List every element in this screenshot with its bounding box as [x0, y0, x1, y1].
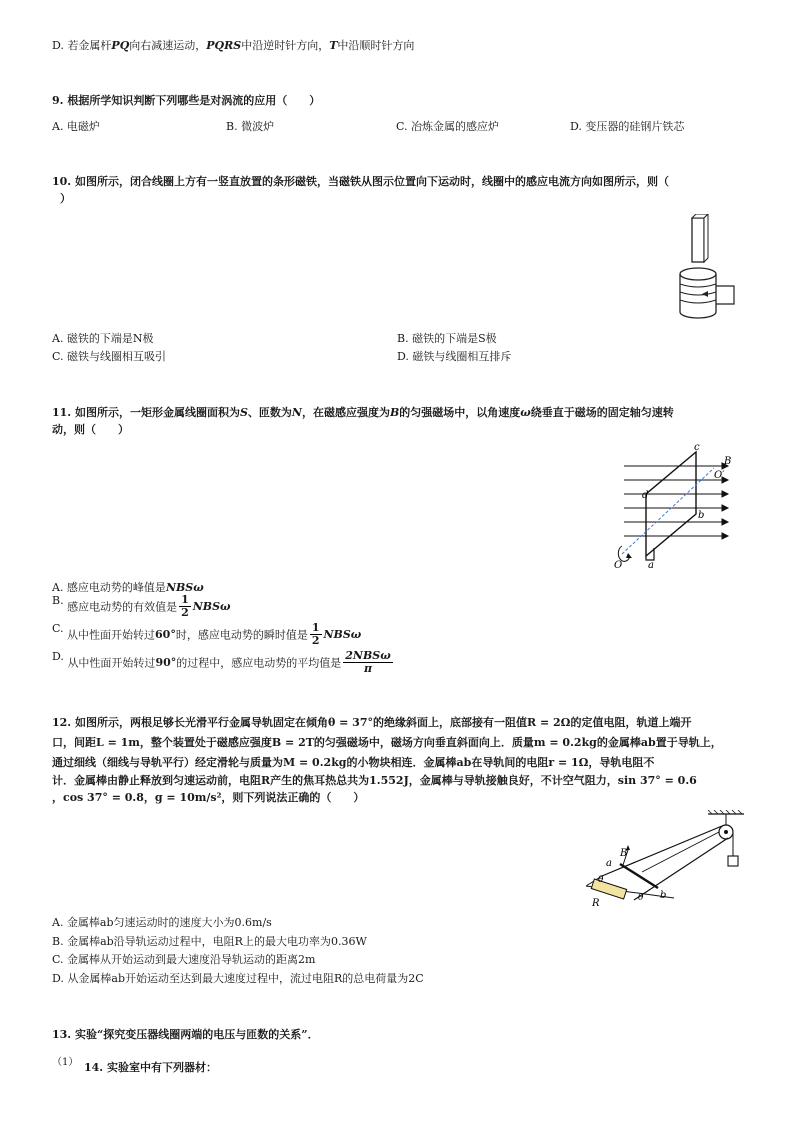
label-O: O [614, 560, 623, 571]
resistor [591, 879, 626, 899]
q10-option-b: B. 磁铁的下端是S极 [397, 332, 497, 345]
q12-stem-line3: 通过细线（细线与导轨平行）经定滑轮与质量为M = 0.2kg的小物块相连．金属棒ab在导轨间的电阻r = 1Ω，导轨电阻不 [52, 756, 655, 769]
q10-option-c: C. 磁铁与线圈相互吸引 [52, 350, 167, 363]
rod-ab [620, 864, 658, 888]
q12-option-a: A. 金属棒ab匀速运动时的速度大小为0.6m/s [52, 916, 272, 929]
q10-magnet-coil-figure [672, 214, 742, 326]
q10-stem-line1: 10. 如图所示，闭合线圈上方有一竖直放置的条形磁铁，当磁铁从图示位置向下运动时，线圈中的感应电流方向如图所示，则（ [52, 175, 669, 188]
hanging-block [728, 856, 738, 866]
current-arrow [702, 291, 708, 297]
label-O-prime: O′ [714, 470, 725, 481]
q9-option-d: D. 变压器的硅钢片铁芯 [570, 120, 685, 133]
label-theta2: θ [638, 893, 644, 903]
q12-incline-rail-figure [582, 810, 752, 910]
q13-stem: 13. 实验“探究变压器线圈两端的电压与匝数的关系”． [52, 1028, 319, 1041]
q10-option-a: A. 磁铁的下端是N极 [52, 332, 154, 345]
q9-option-a: A. 电磁炉 [52, 120, 100, 133]
q11-stem-line1: 11. 如图所示，一矩形金属线圈面积为S、匝数为N，在磁感应强度为B的匀强磁场中，以角速度ω绕垂直于磁场的固定轴匀速转 [52, 406, 674, 419]
q12-option-d: D. 从金属棒ab开始运动至达到最大速度过程中，流过电阻R的总电荷量为2C [52, 972, 424, 985]
q12-stem-line1: 12. 如图所示，两根足够长光滑平行金属导轨固定在倾角θ = 37°的绝缘斜面上，底部接有一阻值R = 2Ω的定值电阻，轨道上端开 [52, 716, 692, 729]
label-d: d [642, 490, 649, 501]
q9-stem: 9. 根据所学知识判断下列哪些是对涡流的应用（ ） [52, 94, 321, 107]
q10-option-d: D. 磁铁与线圈相互排斥 [397, 350, 512, 363]
label-c: c [694, 442, 700, 453]
fraction-half: $\frac{1}{2}$ [311, 621, 320, 647]
label-a: a [606, 858, 612, 869]
q12-option-c: C. 金属棒从开始运动到最大速度沿导轨运动的距离2m [52, 953, 316, 966]
fraction-average: $\frac{\text{2NBSω}}{\pi}$ [345, 649, 391, 675]
label-b: b [660, 890, 667, 901]
q11-rotating-coil-figure [610, 442, 750, 572]
q9-option-b: B. 微波炉 [226, 120, 275, 133]
label-B: B [620, 848, 628, 859]
q12-stem-line2: 口，间距L = 1m，整个装置处于磁感应强度B = 2T的匀强磁场中，磁场方向垂直斜面向上．质量m = 0.2kg的金属棒ab置于导轨上， [52, 736, 722, 749]
label-a: a [648, 560, 654, 571]
q11-option-a: A. 感应电动势的峰值是NBSω [52, 581, 204, 594]
q11-option-d: D. 从中性面开始转过90°的过程中，感应电动势的平均值是 $\frac{\text{2NBSω}}{\pi}$ [52, 649, 391, 675]
fraction-half: $\frac{1}{2}$ [181, 593, 189, 619]
bar-magnet [692, 218, 704, 262]
q11-stem-line2: 动，则（ ） [52, 423, 129, 436]
label-b: b [698, 510, 705, 521]
label-theta1: θ [598, 875, 604, 885]
label-R: R [592, 898, 600, 909]
q11-option-b: B. 感应电动势的有效值是 $\frac{1}{2}$ NBSω [52, 593, 231, 619]
q11-option-c: C. 从中性面开始转过60°时，感应电动势的瞬时值是 $\frac{1}{2}$ NBSω [52, 621, 362, 647]
label-B: B [724, 456, 732, 467]
q9-option-c: C. 冶炼金属的感应炉 [396, 120, 500, 133]
q10-stem-line2: ） [60, 192, 71, 205]
q13-sub-label: （1） [52, 1057, 79, 1068]
q8-option-d: D. 若金属杆PQ向右减速运动，PQRS中沿逆时针方向，T中沿顺时针方向 [52, 39, 415, 52]
q12-option-b: B. 金属棒ab沿导轨运动过程中，电阻R上的最大电功率为0.36W [52, 935, 367, 948]
q12-stem-line5: ，cos 37° = 0.8，g = 10m/s²，则下列说法正确的（ ） [52, 791, 365, 804]
q14-stem: 14. 实验室中有下列器材： [84, 1061, 217, 1074]
q12-stem-line4: 计．金属棒由静止释放到匀速运动前，电阻R产生的焦耳热总共为1.552J，金属棒与导轨接触良好，不计空气阻力，sin 37° = 0.6 [52, 774, 697, 787]
